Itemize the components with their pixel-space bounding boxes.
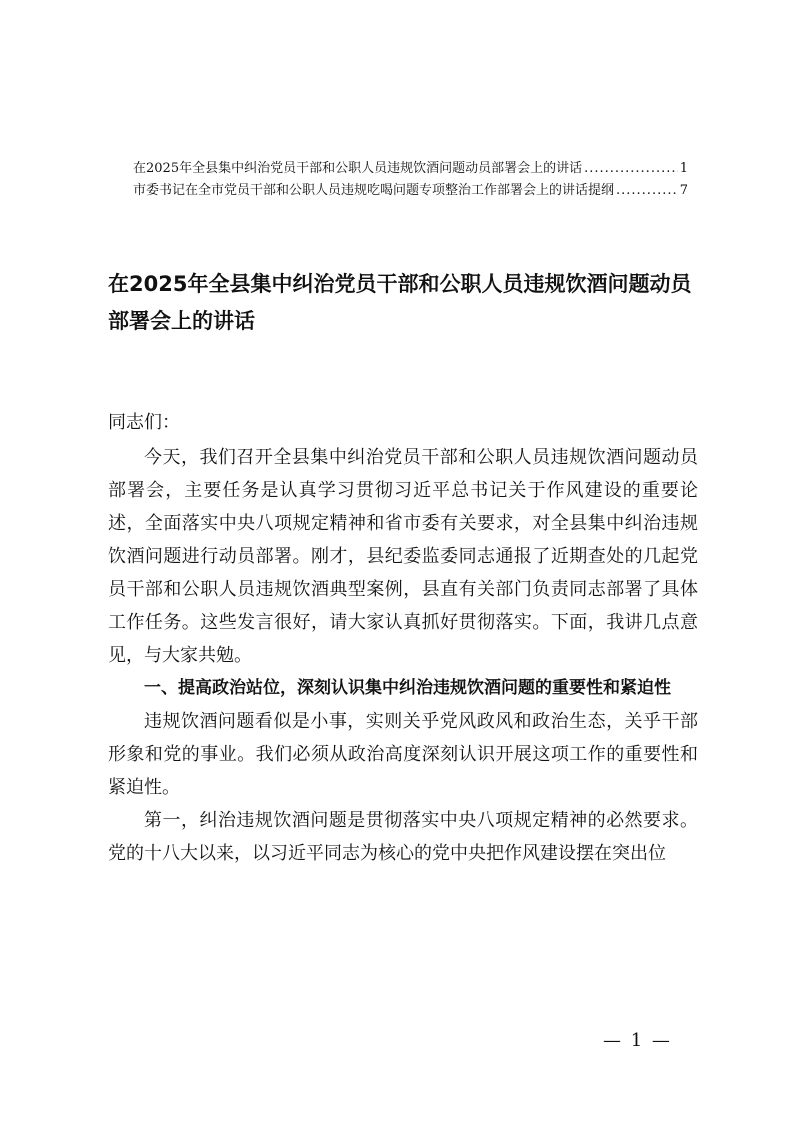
toc-entry-title: 在2025年全县集中纠治党员干部和公职人员违规饮酒问题动员部署会上的讲话 bbox=[133, 161, 583, 176]
toc-entry-title: 市委书记在全市党员干部和公职人员违规吃喝问题专项整治工作部署会上的讲话提纲 bbox=[133, 183, 615, 198]
body-paragraph: 今天，我们召开全县集中纠治党员干部和公职人员违规饮酒问题动员部署会，主要任务是认真学习贯彻习近平总书记关于作风建设的重要论述，全面落实中央八项规定精神和省市委有关要求，对全县集中纠治违规饮酒问题进行动员部署。刚才，县纪委监委同志通报了近期查处的几起党员干部和公职人员违规饮酒典型案例，县直有关部门负责同志部署了具体工作任务。这些发言很好，请大家认真抓好贯彻落实。下面，我讲几点意见，与大家共勉。 bbox=[108, 447, 698, 666]
document-title: 在2025年全县集中纠治党员干部和公职人员违规饮酒问题动员部署会上的讲话 bbox=[108, 272, 692, 333]
salutation: 同志们： bbox=[108, 412, 180, 433]
toc-entry-2[interactable] bbox=[133, 180, 688, 202]
table-of-contents bbox=[133, 158, 688, 202]
body-paragraph: 第一，纠治违规饮酒问题是贯彻落实中央八项规定精神的必然要求。党的十八大以来，以习近平同志为核心的党中央把作风建设摆在突出位 bbox=[108, 810, 698, 864]
toc-entry-1[interactable] bbox=[133, 158, 688, 180]
document-body bbox=[108, 406, 698, 870]
toc-entry-page: 7 bbox=[679, 183, 688, 198]
toc-entry-page: 1 bbox=[679, 161, 688, 176]
body-paragraph: 违规饮酒问题看似是小事，实则关乎党风政风和政治生态，关乎干部形象和党的事业。我们必须从政治高度深刻认识开展这项工作的重要性和紧迫性。 bbox=[108, 711, 698, 798]
toc-dot-leader bbox=[584, 158, 678, 180]
toc-dot-leader bbox=[616, 180, 678, 202]
section-heading: 一、提高政治站位，深刻认识集中纠治违规饮酒问题的重要性和紧迫性 bbox=[144, 678, 671, 698]
page-number: — 1 — bbox=[603, 1030, 672, 1051]
